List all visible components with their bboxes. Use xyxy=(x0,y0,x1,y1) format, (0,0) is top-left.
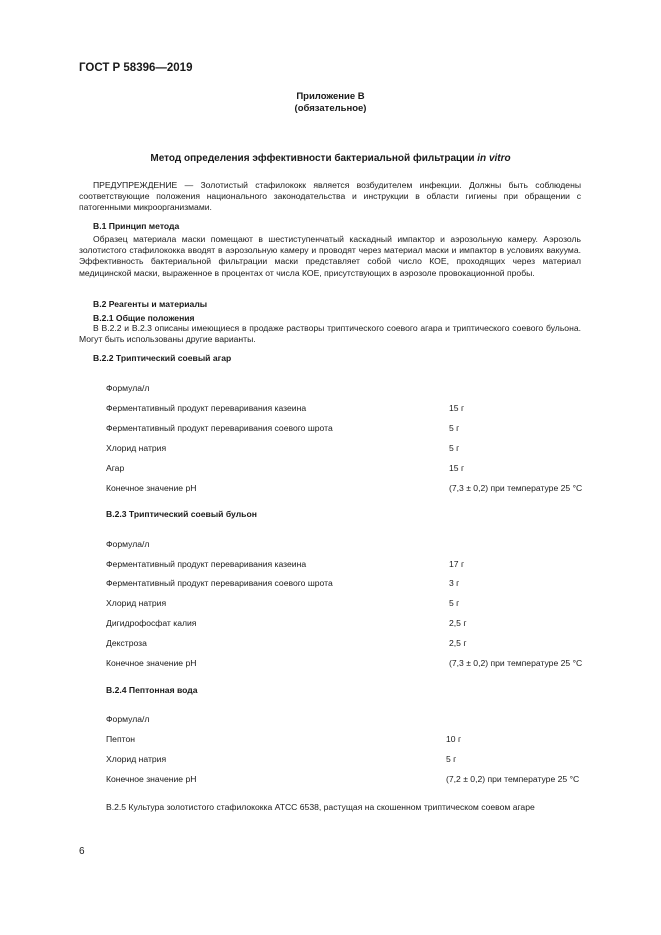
b24-row-value: 5 г xyxy=(446,754,457,764)
b23-row-name: Декстроза xyxy=(106,638,147,648)
b24-row-name: Хлорид натрия xyxy=(106,754,167,764)
page-number: 6 xyxy=(79,846,85,857)
section-b21-paragraph xyxy=(79,323,581,345)
warning-text: ПРЕДУПРЕЖДЕНИЕ — Золотистый стафилококк является возбудителем инфекции. Должны быть соблюдены соответствующие положения национального законодательства и инструкции в области гигиены при обращении с патогенными микроорганизмами. xyxy=(79,180,581,213)
b23-row-value: 5 г xyxy=(449,598,460,608)
section-b1-text: Образец материала маски помещают в шестиступенчатый каскадный импактор и аэрозольную камеру. Аэрозоль золотистого стафилококка вводят в аэрозольную камеру и проводят через материал маски и импактор в условиях вакуума. Эффективность бактериальной фильтрации маски представляет собой число КОЕ, проходящих через материал медицинской маски, выраженное в процентах от числа КОЕ, присутствующих в аэрозоле провокационной пробы. xyxy=(79,234,581,278)
b23-row-name: Ферментативный продукт переваривания соевого шрота xyxy=(106,578,333,588)
appendix-title: Приложение В xyxy=(296,91,365,102)
b22-row-value: 15 г xyxy=(449,463,465,473)
b24-row-name: Конечное значение рН xyxy=(106,774,197,784)
document-title-italic: in vitro xyxy=(477,153,511,164)
b23-row-value: 2,5 г xyxy=(449,618,467,628)
section-b1-paragraph xyxy=(79,234,581,279)
section-b21-heading: В.2.1 Общие положения xyxy=(93,313,195,323)
section-b24-heading: В.2.4 Пептонная вода xyxy=(106,685,198,695)
b23-row-name: Дигидрофосфат калия xyxy=(106,618,197,628)
b24-row-value: (7,2 ± 0,2) при температуре 25 °C xyxy=(446,774,580,784)
b23-row-name: Конечное значение рН xyxy=(106,658,197,668)
b22-row-name: Конечное значение рН xyxy=(106,483,197,493)
b22-row-name: Ферментативный продукт переваривания соевого шрота xyxy=(106,423,333,433)
b24-row-name: Пептон xyxy=(106,734,135,744)
document-title xyxy=(0,153,661,164)
b24-formula-label: Формула/л xyxy=(106,714,150,724)
section-b23-heading: В.2.3 Триптический соевый бульон xyxy=(106,509,257,519)
b23-row-value: 2,5 г xyxy=(449,638,467,648)
b23-row-name: Ферментативный продукт переваривания казеина xyxy=(106,559,307,569)
b23-row-name: Хлорид натрия xyxy=(106,598,167,608)
b22-row-name: Ферментативный продукт переваривания казеина xyxy=(106,403,307,413)
b23-row-value: (7,3 ± 0,2) при температуре 25 °C xyxy=(449,658,583,668)
section-b21-text: В В.2.2 и В.2.3 описаны имеющиеся в продаже растворы триптического соевого агара и триптического соевого бульона. Могут быть использованы другие варианты. xyxy=(79,323,581,345)
b23-row-value: 17 г xyxy=(449,559,465,569)
appendix-status: (обязательное) xyxy=(294,103,367,114)
b22-row-name: Агар xyxy=(106,463,125,473)
b22-formula-label: Формула/л xyxy=(106,383,150,393)
b23-row-value: 3 г xyxy=(449,578,460,588)
section-b22-heading: В.2.2 Триптический соевый агар xyxy=(93,353,232,363)
b22-row-value: 15 г xyxy=(449,403,465,413)
section-b25-text: В.2.5 Культура золотистого стафилококка АТСС 6538, растущая на скошенном триптическом соевом агаре xyxy=(106,802,535,812)
b23-formula-label: Формула/л xyxy=(106,539,150,549)
warning-paragraph xyxy=(79,180,581,214)
b22-row-value: (7,3 ± 0,2) при температуре 25 °C xyxy=(449,483,583,493)
standard-header: ГОСТ Р 58396—2019 xyxy=(79,62,193,74)
b22-row-name: Хлорид натрия xyxy=(106,443,167,453)
section-b2-heading: В.2 Реагенты и материалы xyxy=(93,299,208,309)
b22-row-value: 5 г xyxy=(449,443,460,453)
document-title-text: Метод определения эффективности бактериальной фильтрации xyxy=(150,153,475,164)
section-b1-heading: В.1 Принцип метода xyxy=(93,221,180,231)
b24-row-value: 10 г xyxy=(446,734,462,744)
b22-row-value: 5 г xyxy=(449,423,460,433)
